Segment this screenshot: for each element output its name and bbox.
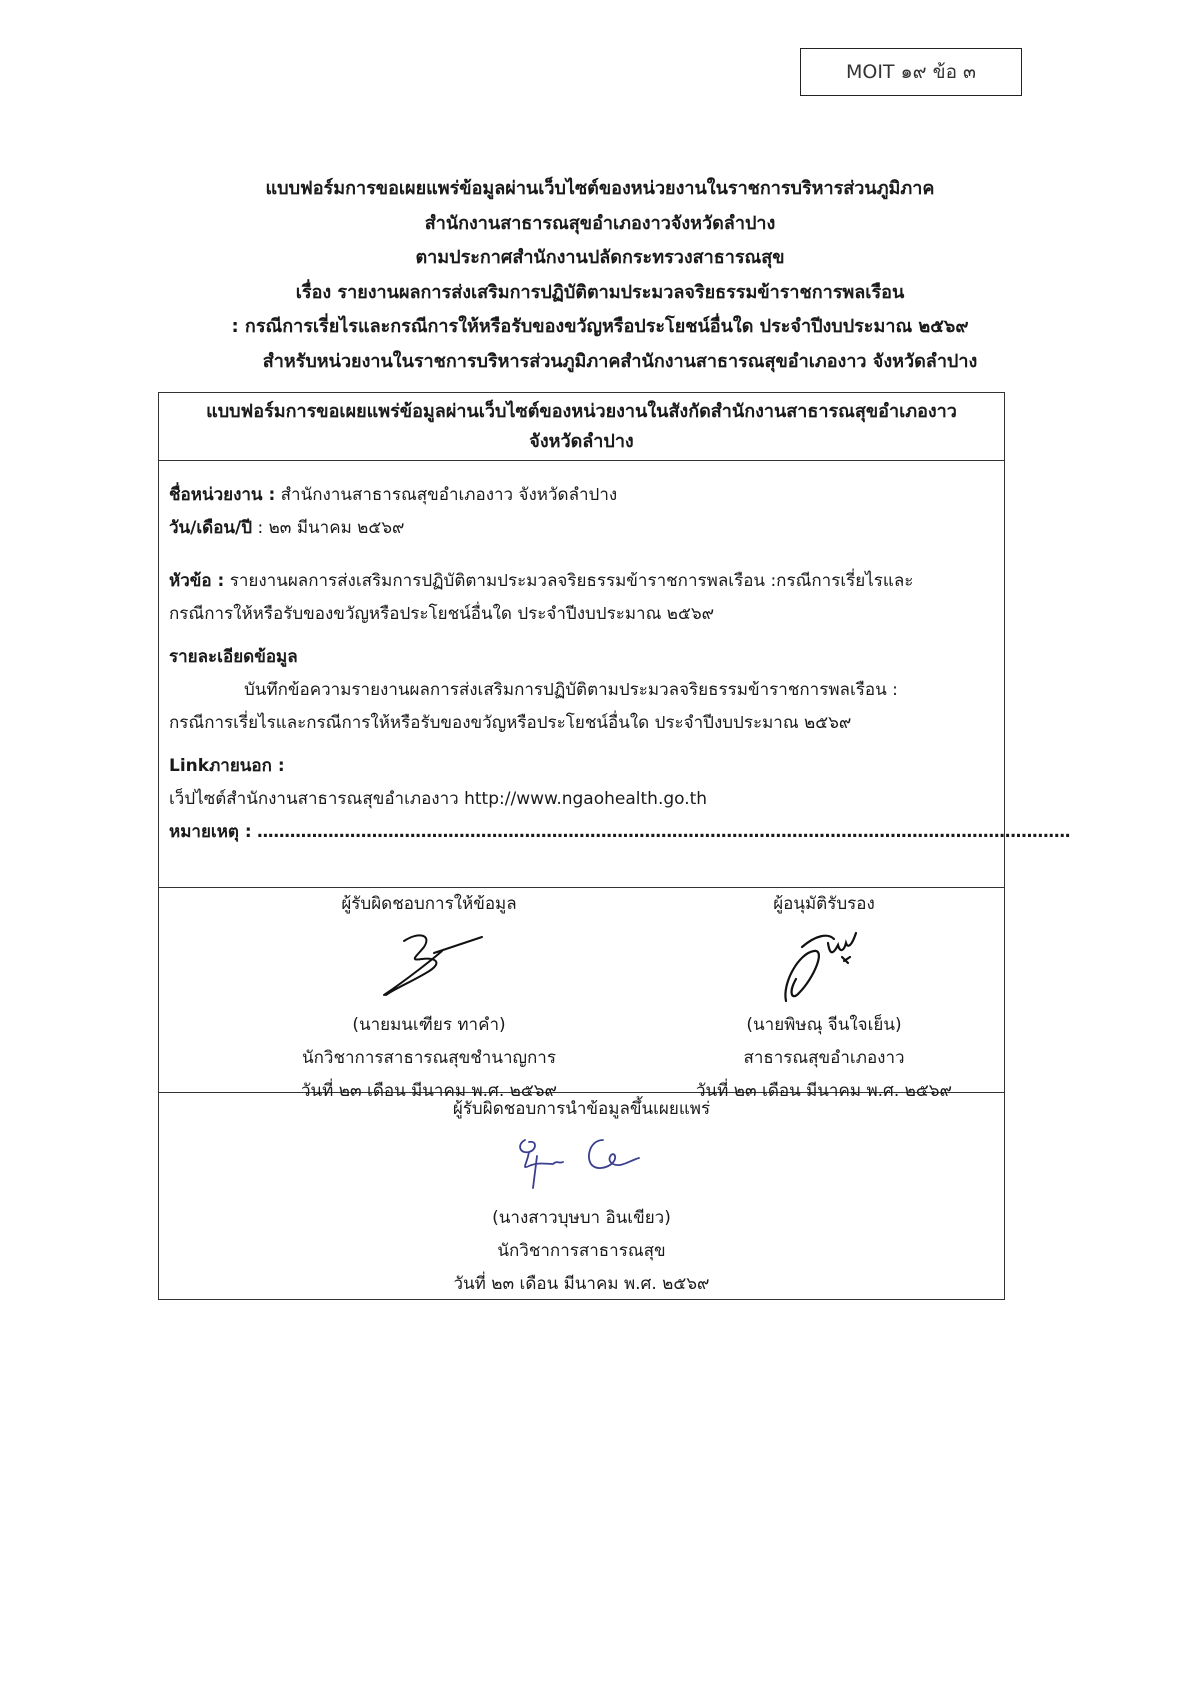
form-header-line-2: จังหวัดลำปาง bbox=[529, 431, 634, 452]
publisher-signature-block bbox=[159, 1093, 1004, 1301]
handwritten-signature-icon bbox=[764, 923, 884, 1007]
title-line-1: แบบฟอร์มการขอเผยแพร่ข้อมูลผ่านเว็บไซต์ของหน่วยงานในราชการบริหารส่วนภูมิภาค bbox=[265, 178, 935, 199]
reference-code-box bbox=[800, 48, 1022, 96]
date-value: : ๒๓ มีนาคม ๒๕๖๙ bbox=[252, 518, 405, 538]
subject-line-2: กรณีการให้หรือรับของขวัญหรือประโยชน์อื่นใด ประจำปีงบประมาณ ๒๕๖๙ bbox=[169, 604, 715, 624]
external-link-label: Linkภายนอก : bbox=[169, 756, 285, 776]
publisher-role: ผู้รับผิดชอบการนำข้อมูลขึ้นเผยแพร่ bbox=[452, 1099, 711, 1119]
approver-date: วันที่ ๒๓ เดือน มีนาคม พ.ศ. ๒๕๖๙ bbox=[696, 1081, 952, 1101]
approver-position: สาธารณสุขอำเภองาว bbox=[743, 1048, 905, 1068]
details-label: รายละเอียดข้อมูล bbox=[169, 647, 298, 667]
agency-field bbox=[169, 479, 994, 512]
details-line-1: บันทึกข้อความรายงานผลการส่งเสริมการปฏิบัติตามประมวลจริยธรรมข้าราชการพลเรือน : bbox=[244, 680, 898, 700]
form-header-line-1: แบบฟอร์มการขอเผยแพร่ข้อมูลผ่านเว็บไซต์ของหน่วยงานในสังกัดสำนักงานสาธารณสุขอำเภองาว bbox=[206, 401, 957, 422]
approver-signature bbox=[634, 921, 1014, 1009]
approver-signature-block bbox=[634, 888, 1014, 1108]
reference-code: MOIT ๑๙ ข้อ ๓ bbox=[845, 61, 977, 83]
signature-row bbox=[159, 888, 1004, 1101]
publisher-signature bbox=[159, 1126, 1004, 1202]
date-label: วัน/เดือน/ปี bbox=[169, 518, 253, 538]
handwritten-signature-icon bbox=[364, 923, 494, 1003]
details-line-2: กรณีการเรี่ยไรและกรณีการให้หรือรับของขวัญหรือประโยชน์อื่นใด ประจำปีงบประมาณ ๒๕๖๙ bbox=[169, 713, 852, 733]
agency-label: ชื่อหน่วยงาน : bbox=[169, 485, 276, 505]
note-label: หมายเหตุ : bbox=[169, 822, 252, 842]
subject-line-1: รายงานผลการส่งเสริมการปฏิบัติตามประมวลจริยธรรมข้าราชการพลเรือน :กรณีการเรี่ยไรและ bbox=[224, 571, 914, 591]
approver-role: ผู้อนุมัติรับรอง bbox=[773, 894, 875, 914]
provider-signature bbox=[239, 921, 619, 1009]
provider-position: นักวิชาการสาธารณสุขชำนาญการ bbox=[302, 1048, 556, 1068]
note-field bbox=[169, 816, 1070, 849]
publisher-row bbox=[159, 1093, 1004, 1299]
publisher-position: นักวิชาการสาธารณสุข bbox=[497, 1241, 666, 1261]
title-line-3: ตามประกาศสำนักงานปลัดกระทรวงสาธารณสุข bbox=[415, 247, 785, 268]
handwritten-signature-icon bbox=[507, 1130, 657, 1190]
document-title-block bbox=[150, 172, 1050, 379]
publisher-name: (นางสาวบุษบา อินเขียว) bbox=[492, 1208, 671, 1228]
publication-form-table bbox=[158, 392, 1070, 1300]
publisher-date: วันที่ ๒๓ เดือน มีนาคม พ.ศ. ๒๕๖๙ bbox=[453, 1274, 710, 1294]
external-link-field bbox=[169, 783, 994, 816]
subject-label: หัวข้อ : bbox=[169, 571, 225, 591]
date-field bbox=[169, 512, 994, 545]
provider-role: ผู้รับผิดชอบการให้ข้อมูล bbox=[341, 894, 517, 914]
form-body-row bbox=[159, 461, 1070, 888]
note-value: ..................................................................................................................................................... bbox=[251, 822, 1070, 842]
agency-value: สำนักงานสาธารณสุขอำเภองาว จังหวัดลำปาง bbox=[275, 485, 618, 505]
title-line-6: สำหรับหน่วยงานในราชการบริหารส่วนภูมิภาคสำนักงานสาธารณสุขอำเภองาว จังหวัดลำปาง bbox=[262, 350, 978, 372]
provider-date: วันที่ ๒๓ เดือน มีนาคม พ.ศ. ๒๕๖๙ bbox=[301, 1081, 557, 1101]
provider-name: (นายมนเฑียร ทาคำ) bbox=[352, 1015, 506, 1035]
external-link-text: เว็ปไซต์สำนักงานสาธารณสุขอำเภองาว bbox=[169, 789, 459, 809]
title-line-4: เรื่อง รายงานผลการส่งเสริมการปฏิบัติตามประมวลจริยธรรมข้าราชการพลเรือน bbox=[295, 281, 905, 303]
approver-name: (นายพิษณุ จีนใจเย็น) bbox=[746, 1015, 902, 1035]
title-line-5: : กรณีการเรี่ยไรและกรณีการให้หรือรับของขวัญหรือประโยชน์อื่นใด ประจำปีงบประมาณ ๒๕๖๙ bbox=[231, 316, 969, 337]
external-link-url[interactable]: http://www.ngaohealth.go.th bbox=[464, 789, 708, 809]
form-header-row bbox=[159, 393, 1004, 461]
subject-field bbox=[169, 565, 994, 598]
title-line-2: สำนักงานสาธารณสุขอำเภองาวจังหวัดลำปาง bbox=[424, 212, 776, 234]
provider-signature-block bbox=[239, 888, 619, 1108]
